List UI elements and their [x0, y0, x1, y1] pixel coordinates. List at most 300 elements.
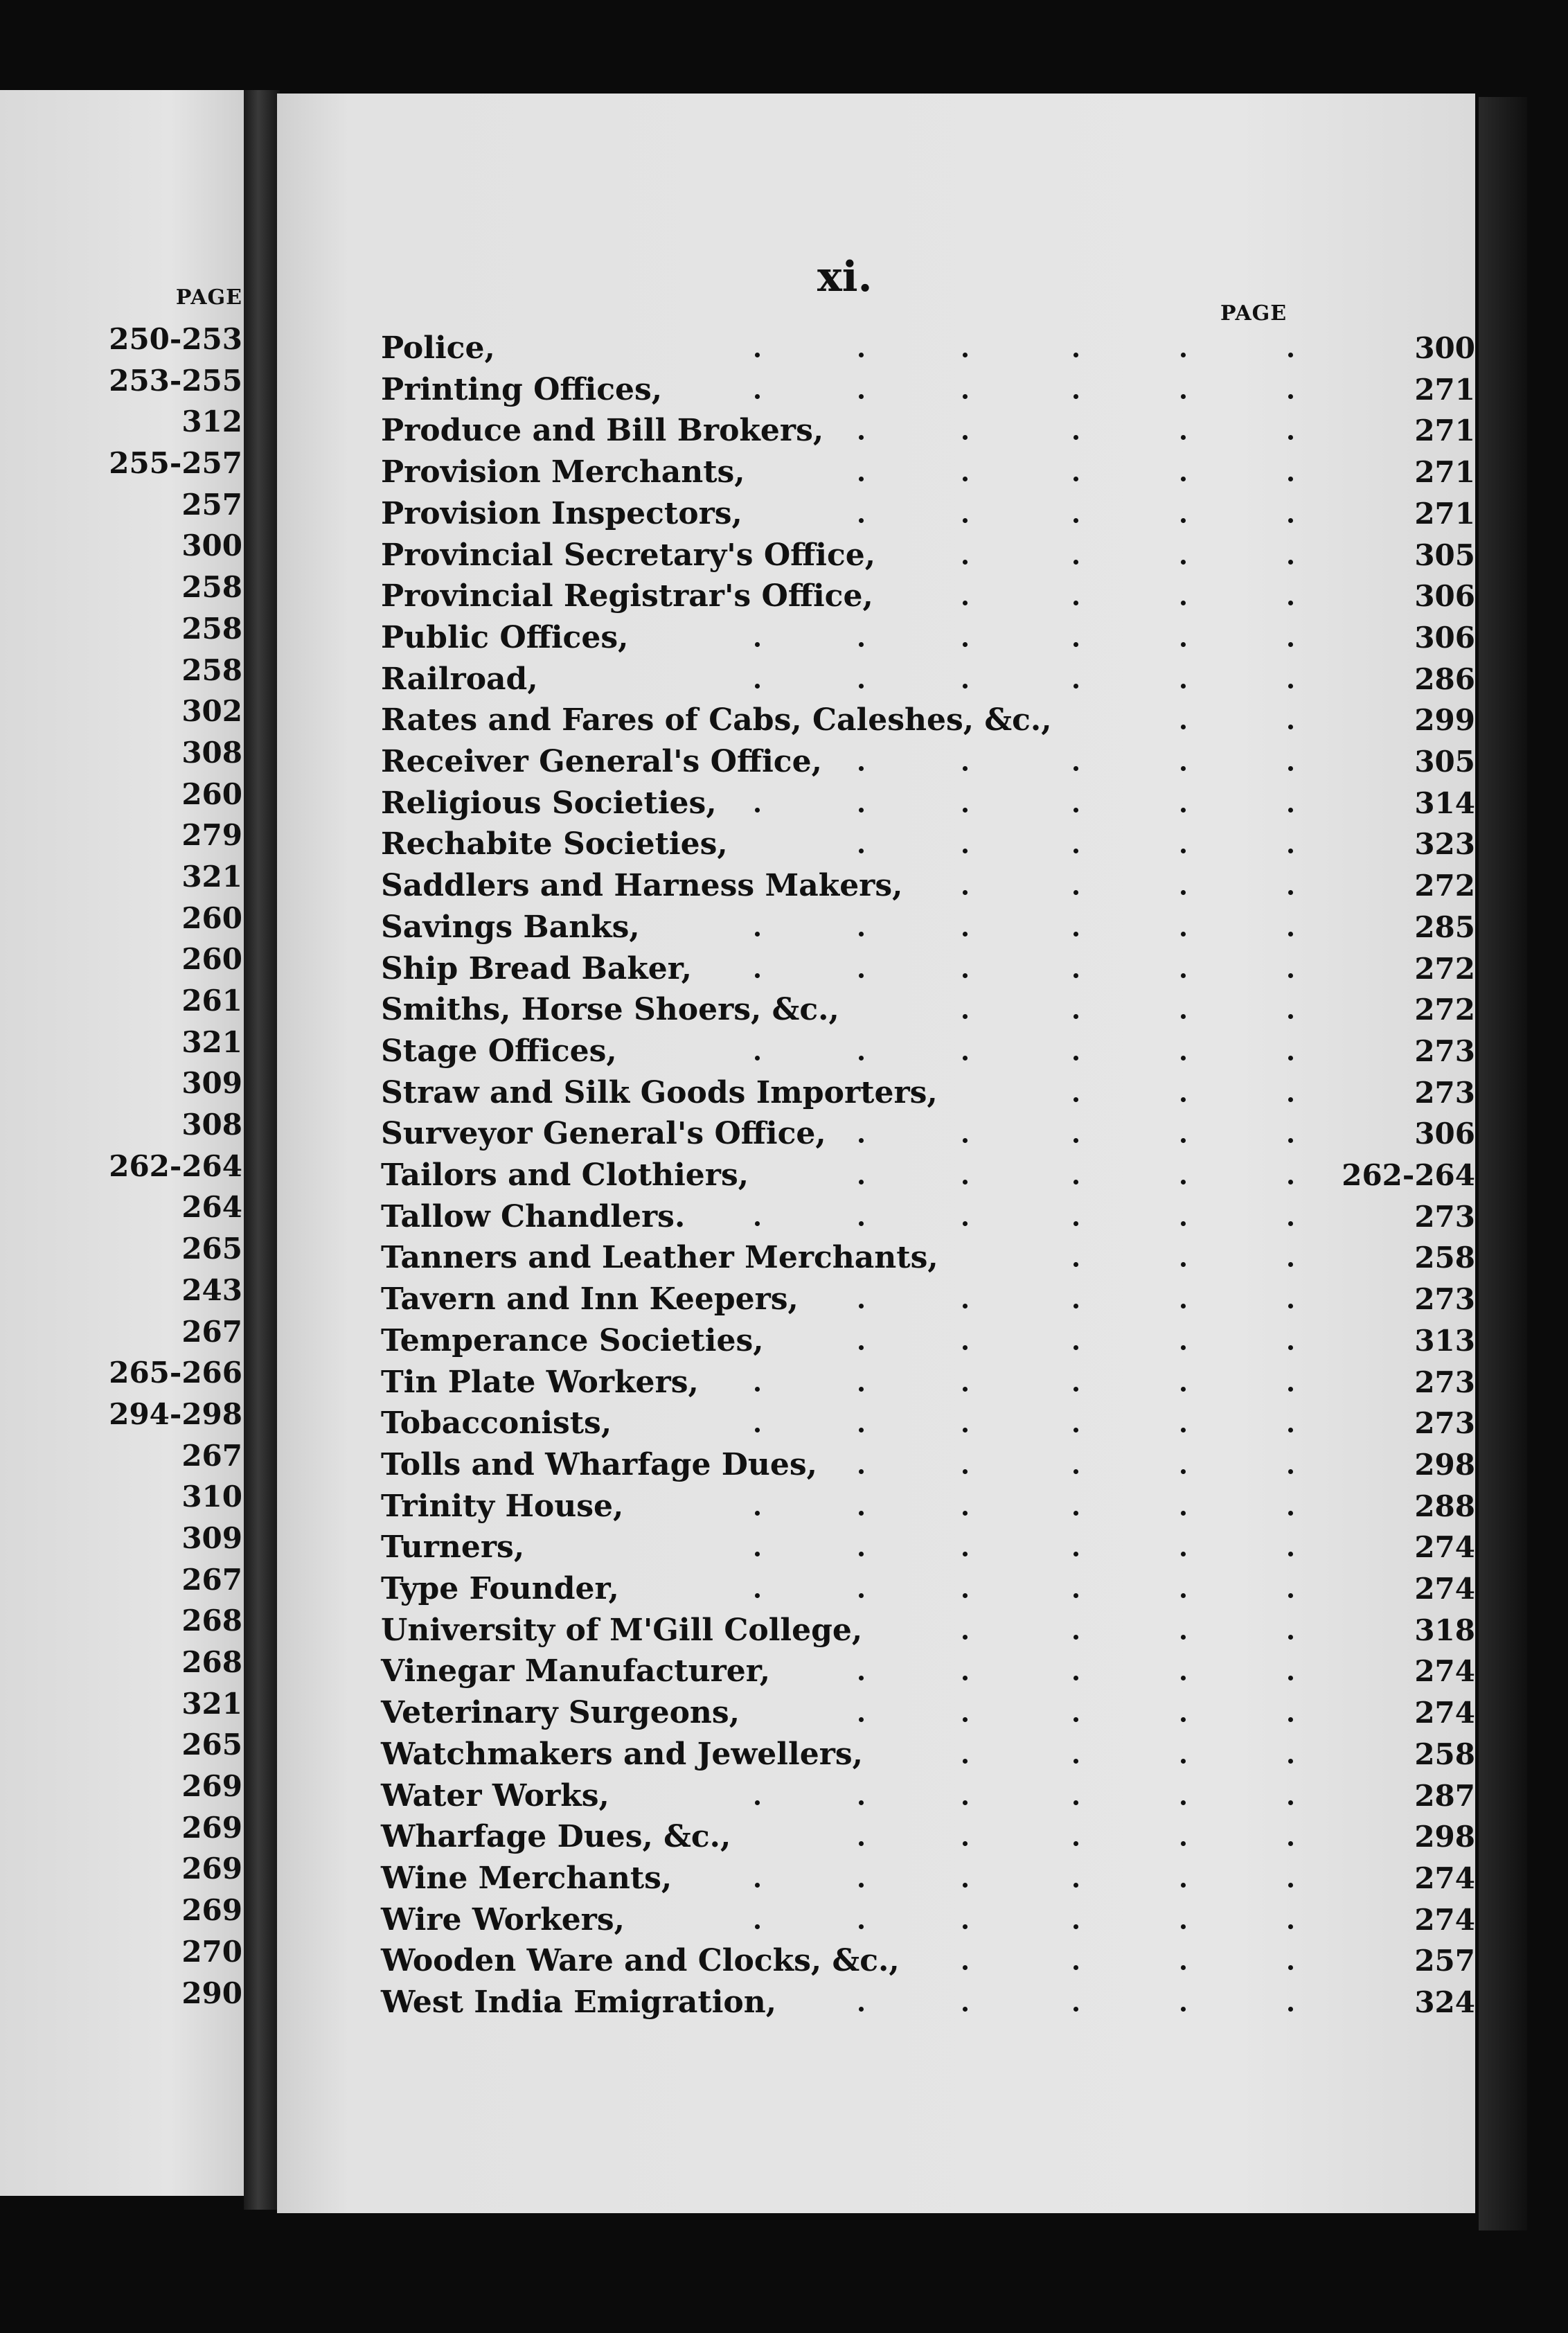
index-entry	[381, 700, 1475, 741]
leader-dot	[1073, 1841, 1078, 1846]
index-entry	[381, 659, 1475, 700]
index-entry-page: 298	[1414, 1820, 1475, 1854]
index-entry-page: 274	[1414, 1861, 1475, 1895]
leader-dot	[1073, 1759, 1078, 1764]
leader-dot	[859, 642, 864, 647]
leader-dot	[1288, 518, 1293, 523]
leader-dot	[1181, 684, 1186, 689]
page-number: xi.	[817, 253, 873, 301]
left-page-number: 265	[181, 1232, 242, 1266]
index-entry-label: Saddlers and Harness Makers,	[381, 868, 903, 904]
leader-dot	[963, 1883, 968, 1888]
leader-dot	[963, 394, 968, 399]
index-entry-label: Police,	[381, 330, 495, 366]
index-entry-page: 272	[1414, 869, 1475, 903]
left-page-number: 269	[181, 1852, 242, 1886]
leader-dot	[963, 353, 968, 357]
left-page-number: 250-253	[109, 322, 242, 356]
index-entry-page: 258	[1414, 1737, 1475, 1771]
left-page-number: 253-255	[109, 363, 242, 398]
index-entry-label: Produce and Bill Brokers,	[381, 413, 824, 449]
leader-dot	[755, 353, 760, 357]
leader-dot	[859, 1676, 864, 1680]
leader-dot	[859, 1138, 864, 1143]
index-entry-page: 299	[1414, 703, 1475, 738]
leader-dot	[1181, 766, 1186, 771]
leader-dot	[1181, 973, 1186, 978]
leader-dot	[755, 642, 760, 647]
leader-dot	[1288, 2007, 1293, 2012]
leader-dot	[859, 1056, 864, 1061]
index-entry-page: 306	[1414, 620, 1475, 655]
leader-dot	[1181, 1841, 1186, 1846]
index-entry	[381, 535, 1475, 576]
leader-dot	[1181, 1345, 1186, 1350]
leader-dot	[1181, 1717, 1186, 1722]
leader-dot	[1288, 1056, 1293, 1061]
left-page-number: 267	[181, 1314, 242, 1349]
leader-dot	[1181, 1138, 1186, 1143]
index-entry-page: 288	[1414, 1489, 1475, 1523]
leader-dot	[1288, 890, 1293, 895]
index-entry-label: Straw and Silk Goods Importers,	[381, 1074, 938, 1110]
leader-dot	[963, 1428, 968, 1432]
leader-dot	[859, 1221, 864, 1226]
leader-dot	[1073, 477, 1078, 481]
leader-dot	[1181, 808, 1186, 813]
leader-dot	[755, 973, 760, 978]
leader-dot	[1073, 1097, 1078, 1102]
index-entry	[381, 617, 1475, 659]
leader-dot	[1288, 1593, 1293, 1598]
index-entry	[381, 1320, 1475, 1362]
leader-dot	[859, 973, 864, 978]
index-entry	[381, 1444, 1475, 1486]
leader-dot	[963, 684, 968, 689]
leader-dot	[755, 1800, 760, 1805]
index-entry-page: 262-264	[1342, 1158, 1475, 1192]
leader-dot	[1073, 1221, 1078, 1226]
index-entry-label: Provincial Secretary's Office,	[381, 537, 876, 573]
index-entry	[381, 1858, 1475, 1899]
leader-dot	[1181, 1180, 1186, 1185]
leader-dot	[963, 1800, 968, 1805]
left-page-number: 321	[181, 1024, 242, 1059]
leader-dot	[963, 973, 968, 978]
leader-dot	[1288, 1841, 1293, 1846]
leader-dot	[1181, 642, 1186, 647]
leader-dot	[1181, 353, 1186, 357]
left-page-column-header: PAGE	[175, 285, 242, 310]
index-entry-label: Public Offices,	[381, 619, 629, 655]
index-entry	[381, 1610, 1475, 1651]
index-entry-label: Provincial Registrar's Office,	[381, 578, 873, 614]
leader-dot	[1073, 973, 1078, 978]
leader-dot	[1288, 477, 1293, 481]
book-spine	[244, 90, 280, 2210]
index-entry	[381, 865, 1475, 907]
left-page-number: 265-266	[109, 1356, 242, 1390]
index-entry-label: Tolls and Wharfage Dues,	[381, 1446, 817, 1482]
left-page-number: 309	[181, 1066, 242, 1101]
leader-dot	[1073, 2007, 1078, 2012]
index-entry	[381, 1031, 1475, 1072]
leader-dot	[1288, 435, 1293, 440]
leader-dot	[1073, 353, 1078, 357]
index-entry-page: 274	[1414, 1572, 1475, 1606]
leader-dot	[1288, 394, 1293, 399]
leader-dot	[1288, 642, 1293, 647]
leader-dot	[1073, 1469, 1078, 1474]
leader-dot	[963, 1759, 968, 1764]
left-page-number: 312	[181, 405, 242, 439]
leader-dot	[1181, 1221, 1186, 1226]
index-entry-page: 286	[1414, 662, 1475, 696]
index-entry-page: 298	[1414, 1447, 1475, 1482]
leader-dot	[1073, 1014, 1078, 1019]
left-page-number: 267	[181, 1438, 242, 1473]
index-entry-page: 285	[1414, 910, 1475, 944]
index-entry-label: Watchmakers and Jewellers,	[381, 1736, 863, 1772]
index-entry-label: Tavern and Inn Keepers,	[381, 1281, 799, 1318]
index-entry-page: 274	[1414, 1902, 1475, 1937]
leader-dot	[1181, 1469, 1186, 1474]
index-entry-label: Tanners and Leather Merchants,	[381, 1240, 938, 1276]
leader-dot	[1073, 1262, 1078, 1267]
index-entry-label: Type Founder,	[381, 1571, 619, 1606]
leader-dot	[1073, 1800, 1078, 1805]
leader-dot	[859, 1593, 864, 1598]
left-page-number: 279	[181, 818, 242, 853]
left-page-number: 265	[181, 1728, 242, 1762]
leader-dot	[1181, 1511, 1186, 1516]
index-entry-page: 300	[1414, 331, 1475, 365]
leader-dot	[859, 1387, 864, 1392]
leader-dot	[859, 353, 864, 357]
index-entry-page: 272	[1414, 951, 1475, 986]
left-page-number: 302	[181, 694, 242, 729]
leader-dot	[1181, 932, 1186, 937]
left-page-number: 309	[181, 1520, 242, 1555]
leader-dot	[1288, 684, 1293, 689]
leader-dot	[859, 2007, 864, 2012]
leader-dot	[1288, 1138, 1293, 1143]
leader-dot	[963, 849, 968, 853]
leader-dot	[859, 477, 864, 481]
index-entry-label: Veterinary Surgeons,	[381, 1695, 740, 1731]
leader-dot	[1181, 1676, 1186, 1680]
left-page-number: 264	[181, 1190, 242, 1225]
leader-dot	[1073, 684, 1078, 689]
leader-dot	[1073, 1924, 1078, 1929]
leader-dot	[1288, 1221, 1293, 1226]
leader-dot	[859, 1552, 864, 1556]
page-edge-shadow	[1479, 97, 1527, 2230]
leader-dot	[1288, 849, 1293, 853]
index-entry-page: 274	[1414, 1696, 1475, 1730]
leader-dot	[963, 1552, 968, 1556]
left-page-number: 258	[181, 653, 242, 687]
leader-dot	[755, 1387, 760, 1392]
leader-dot	[963, 1345, 968, 1350]
left-page-number: 261	[181, 984, 242, 1018]
index-entry-label: Wine Merchants,	[381, 1860, 672, 1896]
leader-dot	[1288, 973, 1293, 978]
index-entry	[381, 1486, 1475, 1527]
leader-dot	[1288, 1676, 1293, 1680]
leader-dot	[1288, 1800, 1293, 1805]
leader-dot	[1181, 890, 1186, 895]
leader-dot	[1288, 808, 1293, 813]
leader-dot	[963, 1469, 968, 1474]
leader-dot	[1073, 642, 1078, 647]
leader-dot	[1181, 477, 1186, 481]
leader-dot	[1288, 1965, 1293, 1970]
leader-dot	[859, 808, 864, 813]
index-entry-label: Water Works,	[381, 1777, 609, 1813]
leader-dot	[1073, 1056, 1078, 1061]
leader-dot	[963, 1841, 968, 1846]
left-page-number: 290	[181, 1976, 242, 2010]
leader-dot	[755, 1056, 760, 1061]
leader-dot	[963, 1965, 968, 1970]
leader-dot	[1288, 601, 1293, 605]
leader-dot	[1288, 1511, 1293, 1516]
index-entry-label: Wharfage Dues, &c.,	[381, 1819, 731, 1855]
index-entry	[381, 1940, 1475, 1982]
leader-dot	[1073, 1717, 1078, 1722]
index-entry-label: Surveyor General's Office,	[381, 1116, 826, 1152]
leader-dot	[1288, 1014, 1293, 1019]
left-page-number-list	[109, 319, 242, 2014]
leader-dot	[1181, 394, 1186, 399]
leader-dot	[1181, 849, 1186, 853]
leader-dot	[963, 932, 968, 937]
leader-dot	[755, 1428, 760, 1432]
left-page-number: 267	[181, 1562, 242, 1597]
leader-dot	[859, 766, 864, 771]
index-entry-label: Wooden Ware and Clocks, &c.,	[381, 1943, 900, 1979]
leader-dot	[859, 435, 864, 440]
leader-dot	[1181, 518, 1186, 523]
leader-dot	[1288, 1345, 1293, 1350]
leader-dot	[963, 1180, 968, 1185]
leader-dot	[1181, 1387, 1186, 1392]
leader-dot	[963, 808, 968, 813]
index-entry-label: Provision Inspectors,	[381, 495, 742, 531]
left-page-number: 257	[181, 487, 242, 522]
leader-dot	[1073, 1593, 1078, 1598]
leader-dot	[963, 1635, 968, 1640]
leader-dot	[1288, 725, 1293, 729]
index-entry	[381, 783, 1475, 824]
index-entry-label: Trinity House,	[381, 1488, 624, 1524]
index-entry-label: Stage Offices,	[381, 1033, 617, 1069]
leader-dot	[1181, 601, 1186, 605]
leader-dot	[859, 1180, 864, 1185]
leader-dot	[1073, 766, 1078, 771]
left-page-fragment	[0, 90, 244, 2196]
left-page-number: 260	[181, 777, 242, 811]
leader-dot	[1181, 1304, 1186, 1309]
index-entry-page: 271	[1414, 372, 1475, 407]
index-entry	[381, 1692, 1475, 1734]
leader-dot	[1181, 1800, 1186, 1805]
leader-dot	[755, 932, 760, 937]
index-entry-page: 273	[1414, 1199, 1475, 1234]
index-entry	[381, 1113, 1475, 1155]
index-entry-label: Temperance Societies,	[381, 1322, 764, 1358]
index-entry	[381, 1816, 1475, 1858]
leader-dot	[1181, 1924, 1186, 1929]
index-entry-page: 273	[1414, 1075, 1475, 1110]
leader-dot	[963, 642, 968, 647]
leader-dot	[963, 477, 968, 481]
index-entry-label: Rechabite Societies,	[381, 826, 728, 862]
leader-dot	[1181, 560, 1186, 565]
leader-dot	[1288, 353, 1293, 357]
index-entry-page: 313	[1414, 1323, 1475, 1358]
leader-dot	[963, 1511, 968, 1516]
left-page-number: 258	[181, 570, 242, 605]
index-entry	[381, 741, 1475, 783]
leader-dot	[1073, 601, 1078, 605]
leader-dot	[963, 1304, 968, 1309]
index-entry	[381, 1196, 1475, 1238]
leader-dot	[859, 932, 864, 937]
leader-dot	[1288, 932, 1293, 937]
leader-dot	[1073, 1428, 1078, 1432]
index-entry-page: 314	[1414, 786, 1475, 820]
leader-dot	[1288, 1304, 1293, 1309]
leader-dot	[859, 1717, 864, 1722]
leader-dot	[1288, 1469, 1293, 1474]
index-entry	[381, 1568, 1475, 1610]
leader-dot	[963, 2007, 968, 2012]
page-column-header: PAGE	[1220, 301, 1288, 326]
leader-dot	[1181, 725, 1186, 729]
leader-dot	[963, 766, 968, 771]
leader-dot	[1073, 849, 1078, 853]
leader-dot	[1288, 1097, 1293, 1102]
leader-dot	[1181, 1428, 1186, 1432]
leader-dot	[963, 1138, 968, 1143]
index-entry-label: Religious Societies,	[381, 785, 717, 821]
index-entry-label: Wire Workers,	[381, 1901, 625, 1937]
leader-dot	[859, 394, 864, 399]
leader-dot	[1181, 1014, 1186, 1019]
index-entry	[381, 1899, 1475, 1941]
index-entry-page: 324	[1414, 1985, 1475, 2019]
leader-dot	[1288, 1387, 1293, 1392]
leader-dot	[1073, 1138, 1078, 1143]
leader-dot	[755, 1883, 760, 1888]
leader-dot	[1288, 1180, 1293, 1185]
leader-dot	[1181, 1883, 1186, 1888]
leader-dot	[1073, 1511, 1078, 1516]
index-entry-label: Turners,	[381, 1529, 525, 1565]
leader-dot	[1181, 1097, 1186, 1102]
leader-dot	[1181, 2007, 1186, 2012]
leader-dot	[1073, 518, 1078, 523]
leader-dot	[963, 1717, 968, 1722]
index-entry-page: 323	[1414, 827, 1475, 862]
left-page-number: 262-264	[109, 1148, 242, 1183]
leader-dot	[1288, 1635, 1293, 1640]
leader-dot	[1181, 1965, 1186, 1970]
leader-dot	[859, 518, 864, 523]
leader-dot	[859, 684, 864, 689]
leader-dot	[1073, 808, 1078, 813]
leader-dot	[1073, 560, 1078, 565]
left-page-number: 294-298	[109, 1396, 242, 1431]
index-entry-page: 273	[1414, 1365, 1475, 1399]
index-entry-page: 305	[1414, 745, 1475, 779]
index-entry-page: 273	[1414, 1034, 1475, 1068]
left-page-number: 269	[181, 1810, 242, 1845]
left-page-number: 268	[181, 1604, 242, 1638]
left-page-number: 308	[181, 735, 242, 770]
index-entry	[381, 1072, 1475, 1114]
index-entry	[381, 989, 1475, 1031]
index-entry	[381, 1775, 1475, 1817]
index-entry	[381, 1279, 1475, 1320]
leader-dot	[1073, 1345, 1078, 1350]
leader-dot	[859, 1841, 864, 1846]
index-entry-page: 271	[1414, 496, 1475, 531]
leader-dot	[1073, 890, 1078, 895]
index-entry-page: 318	[1414, 1613, 1475, 1647]
index-entry-page: 274	[1414, 1530, 1475, 1565]
leader-dot	[1073, 1387, 1078, 1392]
leader-dot	[1073, 1304, 1078, 1309]
leader-dot	[1288, 1883, 1293, 1888]
leader-dot	[859, 849, 864, 853]
index-entry	[381, 493, 1475, 535]
leader-dot	[1073, 1635, 1078, 1640]
index-entry-label: Savings Banks,	[381, 909, 640, 945]
index-entry	[381, 1155, 1475, 1196]
index-entry-label: Smiths, Horse Shoers, &c.,	[381, 992, 839, 1028]
leader-dot	[755, 1511, 760, 1516]
index-entry-label: Tailors and Clothiers,	[381, 1157, 749, 1193]
index-entry-page: 273	[1414, 1406, 1475, 1441]
leader-dot	[859, 1469, 864, 1474]
index-entry	[381, 369, 1475, 411]
index-entry	[381, 1982, 1475, 2023]
index-entry-label: Receiver General's Office,	[381, 744, 822, 779]
index-entry	[381, 1403, 1475, 1444]
index-entry-page: 271	[1414, 455, 1475, 490]
leader-dot	[755, 1593, 760, 1598]
leader-dot	[963, 1014, 968, 1019]
leader-dot	[1073, 435, 1078, 440]
leader-dot	[1181, 1635, 1186, 1640]
leader-dot	[755, 808, 760, 813]
leader-dot	[1288, 1552, 1293, 1556]
leader-dot	[859, 1800, 864, 1805]
leader-dot	[1288, 1262, 1293, 1267]
index-entry-label: Vinegar Manufacturer,	[381, 1653, 771, 1689]
leader-dot	[859, 1304, 864, 1309]
index-entry	[381, 1237, 1475, 1279]
index-entry-label: West India Emigration,	[381, 1985, 777, 2020]
leader-dot	[859, 1924, 864, 1929]
leader-dot	[755, 1924, 760, 1929]
index-entry-label: Tin Plate Workers,	[381, 1364, 699, 1400]
leader-dot	[859, 1511, 864, 1516]
leader-dot	[963, 1924, 968, 1929]
